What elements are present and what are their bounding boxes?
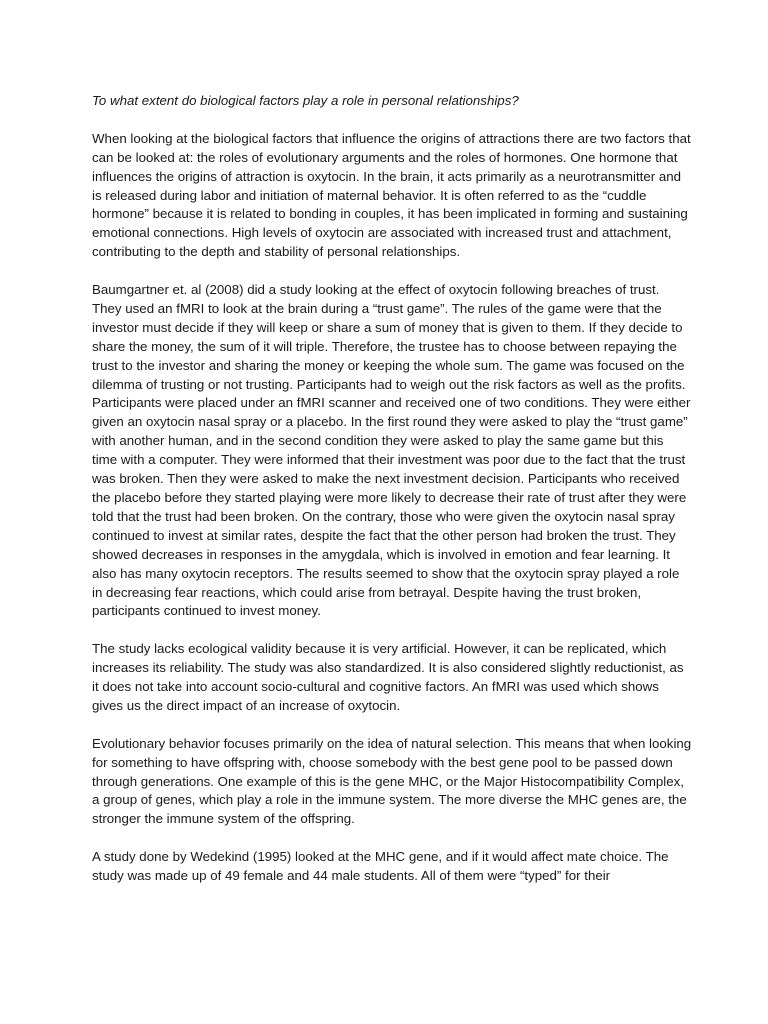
paragraph-wedekind-study: A study done by Wedekind (1995) looked at the MHC gene, and if it would affect mate choice. The study was made up of 49 female and 44 male students. All of them were “typed” for their [92,849,669,884]
paragraph-study-evaluation: The study lacks ecological validity because it is very artificial. However, it can be replicated, which increases its reliability. The study was also standardized. It is also considered slightly reductionist, as it does not take into account socio-cultural and cognitive factors. An fMRI was used which shows gives us the direct impact of an increase of oxytocin. [92,641,684,713]
document-page [92,92,692,905]
paragraph-evolutionary-behavior: Evolutionary behavior focuses primarily on the idea of natural selection. This means that when looking for something to have offspring with, choose somebody with the best gene pool to be passed down through generations. One example of this is the gene MHC, or the Major Histocompatibility Complex, a group of genes, which play a role in the immune system. The more diverse the MHC genes are, the stronger the immune system of the offspring. [92,735,692,827]
paragraph-oxytocin-intro: When looking at the biological factors that influence the origins of attractions there are two factors that can be looked at: the roles of evolutionary arguments and the roles of hormones. One hormone that influences the origins of attraction is oxytocin. In the brain, it acts primarily as a neurotransmitter and is released during labor and initiation of maternal behavior. It is often referred to as the “cuddle hormone” because it is related to bonding in couples, it has been implicated in forming and sustaining emotional connections. High levels of oxytocin are associated with increased trust and attachment, contributing to the depth and stability of personal relationships. [92,130,691,260]
paragraph-baumgartner-study: Baumgartner et. al (2008) did a study looking at the effect of oxytocin following breaches of trust. They used an fMRI to look at the brain during a “trust game”. The rules of the game were that the investor must decide if they will keep or share a sum of money that is given to them. If they decide to share the money, the sum of it will triple. Therefore, the trustee has to choose between repaying the trust to the investor and sharing the money or keeping the whole sum. The game was focused on the dilemma of trusting or not trusting. Participants had to weigh out the risk factors as well as the profits. Participants were placed under an fMRI scanner and received one of two conditions. They were either given an oxytocin nasal spray or a placebo. In the first round they were asked to play the “trust game” with another human, and in the second condition they were asked to play the same game but this time with a computer. They were informed that their investment was poor due to the fact that the trust was broken. Then they were asked to make the next investment decision. Participants who received the placebo before they started playing were more likely to decrease their rate of trust after they were told that the trust had been broken. On the contrary, those who were given the oxytocin nasal spray continued to invest at similar rates, despite the fact that the other person had broken the trust. They showed decreases in responses in the amygdala, which is involved in emotion and fear learning. It also has many oxytocin receptors. The results seemed to show that the oxytocin spray played a role in decreasing fear reactions, which could arise from betrayal. Despite having the trust broken, participants continued to invest money. [92,282,691,619]
essay-question: To what extent do biological factors play a role in personal relationships? [92,93,519,108]
